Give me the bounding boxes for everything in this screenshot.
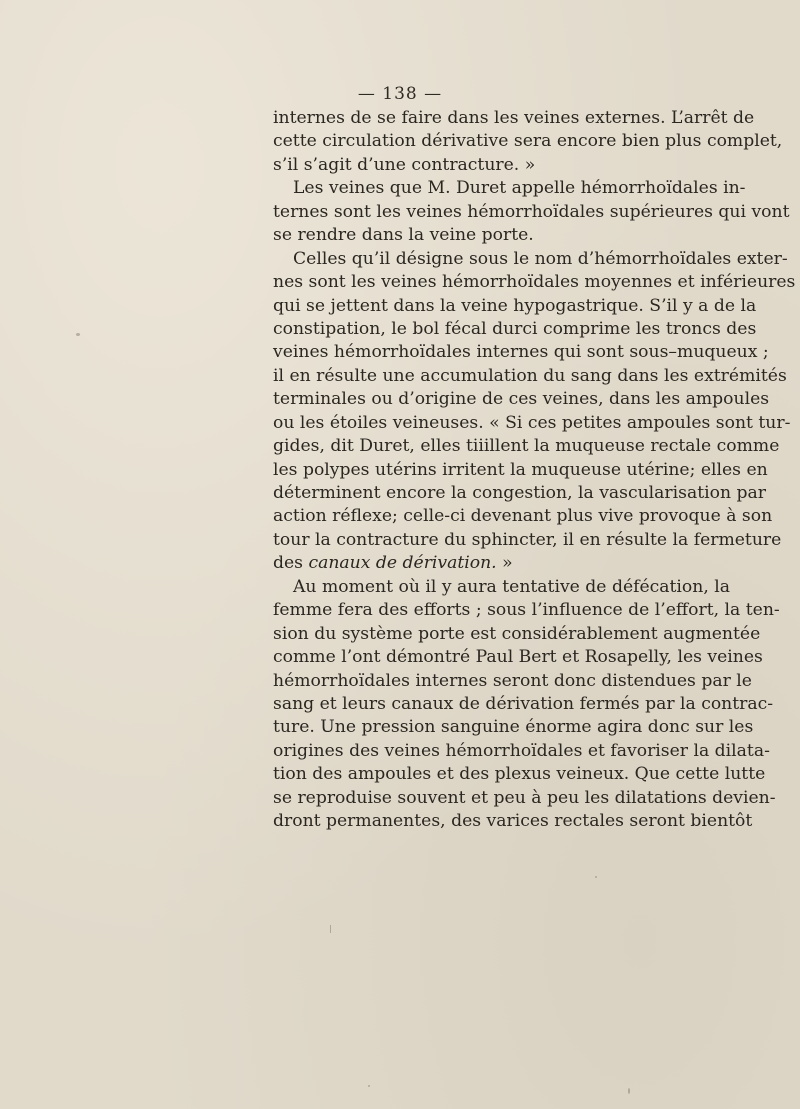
text-line: les polypes utérins irritent la muqueuse utérine; elles en <box>273 459 768 480</box>
italic-phrase: canaux de dérivation. <box>308 553 497 574</box>
text-line: origines des veines hémorrhoïdales et favoriser la dilata- <box>273 740 770 761</box>
text-line: Au moment où il y aura tentative de défécation, la <box>293 576 731 597</box>
text-line: internes de se faire dans les veines externes. L’arrêt de <box>273 108 755 128</box>
text-line: comme l’ont démontré Paul Bert et Rosapelly, les veines <box>273 647 763 668</box>
page-number: — 138 — <box>357 84 443 104</box>
closing-quote: » <box>502 553 513 574</box>
text-line: sion du système porte est considérablement augmentée <box>273 623 761 644</box>
text-line: se reproduise souvent et peu à peu les dilatations devien- <box>273 787 776 808</box>
text-line: constipation, le bol fécal durci comprime les troncs des <box>273 318 757 339</box>
text-line: il en résulte une accumulation du sang dans les extrémités <box>273 365 787 386</box>
text-line: déterminent encore la congestion, la vascularisation par <box>273 483 766 503</box>
text-line: Celles qu’il désigne sous le nom d’hémorrhoïdales exter- <box>293 248 788 269</box>
text-line: ternes sont les veines hémorrhoïdales supérieures qui vont <box>273 201 790 222</box>
paper-speck <box>330 925 331 933</box>
text-line: dront permanentes, des varices rectales seront bientôt <box>273 811 753 832</box>
text-line: Les veines que M. Duret appelle hémorrhoïdales in- <box>293 178 746 199</box>
text-line: hémorrhoïdales internes seront donc distendues par le <box>273 670 752 691</box>
text-line: qui se jettent dans la veine hypogastrique. S’il y a de la <box>273 295 757 316</box>
text-line: sang et leurs canaux de dérivation fermés par la contrac- <box>273 693 774 714</box>
text-line: terminales ou d’origine de ces veines, dans les ampoules <box>273 389 770 410</box>
paper-speck <box>76 333 80 336</box>
text-line: cette circulation dérivative sera encore bien plus complet, <box>273 131 783 152</box>
paper-speck <box>368 1085 370 1087</box>
text-line <box>273 552 711 575</box>
text-line: femme fera des efforts ; sous l’influence de l’effort, la ten- <box>273 600 780 621</box>
body-text <box>273 107 796 834</box>
text-line: s’il s’agit d’une contracture. » <box>273 154 536 175</box>
text-line: veines hémorrhoïdales internes qui sont sous–muqueux ; <box>273 342 769 363</box>
text-line: ture. Une pression sanguine énorme agira donc sur les <box>273 717 754 738</box>
text-line: tour la contracture du sphincter, il en résulte la fermeture <box>273 529 782 550</box>
text-line: nes sont les veines hémorrhoïdales moyennes et inférieures <box>273 272 796 293</box>
text-line: tion des ampoules et des plexus veineux. Que cette lutte <box>273 764 766 785</box>
text-line: gides, dit Duret, elles tiiillent la muqueuse rectale comme <box>273 436 780 457</box>
paper-speck <box>595 876 597 878</box>
text-line: se rendre dans la veine porte. <box>273 225 534 246</box>
paper-speck <box>628 1088 630 1094</box>
text-line: ou les étoiles veineuses. « Si ces petites ampoules sont tur- <box>273 412 791 433</box>
line-start: des <box>273 553 303 574</box>
text-line: action réflexe; celle-ci devenant plus vive provoque à son <box>273 506 773 527</box>
